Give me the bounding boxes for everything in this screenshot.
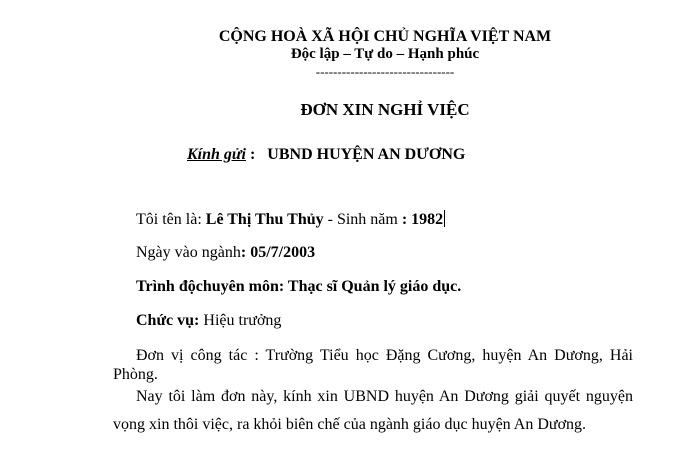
position-value: Hiệu trưởng <box>199 312 282 329</box>
position-line <box>136 312 281 330</box>
recipient-label: Kính gửi <box>187 146 246 163</box>
workplace-paragraph: Đơn vị công tác : Trường Tiểu học Đặng Cương, huyện An Dương, Hải Phòng. <box>113 347 633 383</box>
start-value: : 05/7/2003 <box>240 244 316 261</box>
qualification-line: Trình độchuyên môn: Thạc sĩ Quản lý giáo dục. <box>136 278 462 295</box>
national-name: CỘNG HOÀ XÃ HỘI CHỦ NGHĨA VIỆT NAM <box>218 28 552 45</box>
request-paragraph: Nay tôi làm đơn này, kính xin UBND huyện An Dương giải quyết nguyện vọng xin thôi việc, ra khỏi biên chế của ngành giáo dục huyện An Dương. <box>113 388 633 433</box>
birth-label: - Sinh năm <box>323 211 402 228</box>
recipient-colon: : <box>249 146 256 163</box>
start-date-line <box>136 244 315 262</box>
position-label: Chức vụ: <box>136 312 200 329</box>
birth-value: : 1982 <box>401 211 444 228</box>
text-cursor <box>444 210 445 227</box>
name-value: Lê Thị Thu Thủy <box>205 211 324 228</box>
name-label: Tôi tên là: <box>136 211 206 228</box>
recipient-line <box>187 146 465 164</box>
motto: Độc lập – Tự do – Hạnh phúc <box>290 46 480 62</box>
document-title: ĐƠN XIN NGHỈ VIỆC <box>300 100 470 119</box>
applicant-name-line <box>136 210 445 229</box>
start-label: Ngày vào ngành <box>136 244 241 261</box>
recipient-name: UBND HUYỆN AN DƯƠNG <box>267 146 466 163</box>
separator-line: -------------------------------- <box>315 64 455 79</box>
